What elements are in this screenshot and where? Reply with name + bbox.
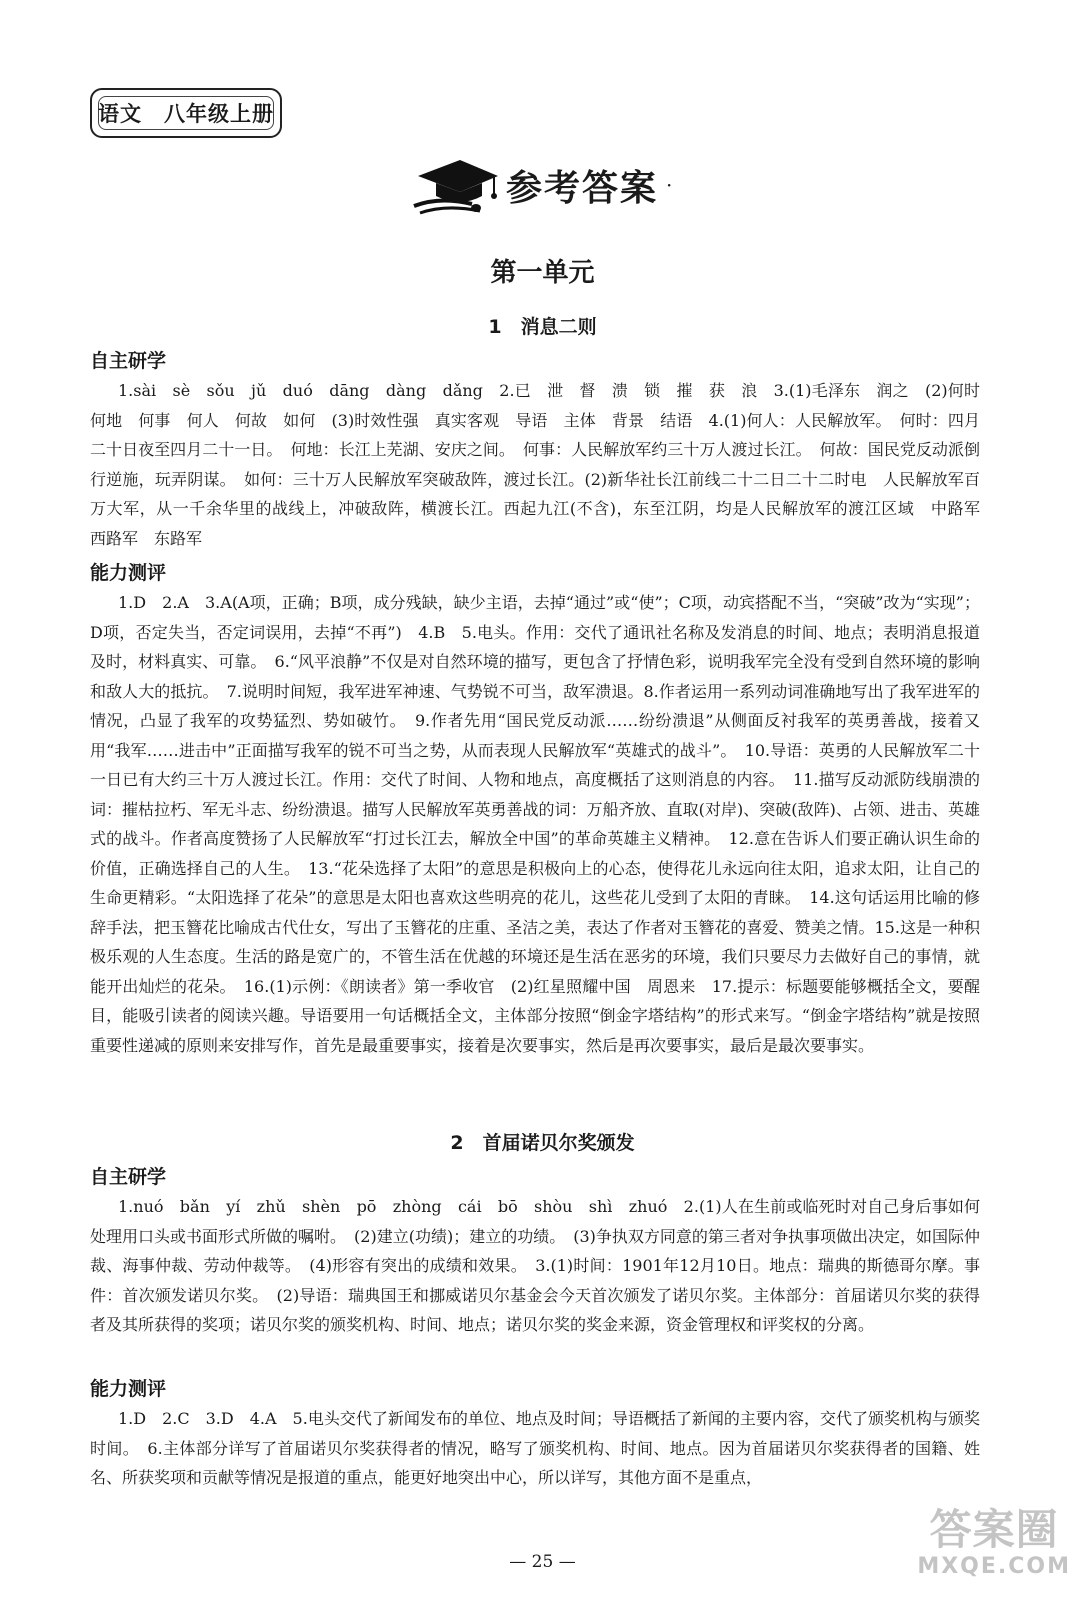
book-badge bbox=[90, 88, 282, 138]
lesson-1-ability-heading: 能力测评 bbox=[90, 562, 167, 584]
watermark-logo: 答案圈 bbox=[929, 1505, 1059, 1554]
lesson-1-self-study-text: 1.sài sè sǒu jǔ duó dāng dàng dǎng 2.已 泄 督 溃 锁 摧 获 浪 3.(1)毛泽东 润之 (2)何时 何地 何事 何人 何故 如何 (3)时效性强 真实客观 导语 主体 背景 结语 4.(1)何人：人民解放军。 何时：四月二十日夜至四月二十一日。 何地：长江上芜湖、安庆之间。 何事：人民解放军约三十万人渡过长江。 何故：国民党反动派倒行逆施，玩弄阴谋。 如何：三十万人民解放军突破敌阵，渡过长江。(2)新华社长江前线二十二日二十二时电 人民解放军百万大军，从一千余华里的战线上，冲破敌阵，横渡长江。西起九江(不含)，东至江阴，均是人民解放军的渡江区域 中路军 西路军 东路军 bbox=[90, 381, 997, 548]
watermark-url: MXQE.COM bbox=[917, 1554, 1071, 1579]
graduation-cap-icon bbox=[410, 150, 502, 220]
title-dot: · bbox=[666, 173, 673, 197]
lesson-2-ability-heading: 能力测评 bbox=[90, 1378, 167, 1400]
lesson-2-self-study-text: 1.nuó bǎn yí zhǔ shèn pō zhòng cái bō shòu shì zhuó 2.(1)人在生前或临死时对自己身后事如何处理用口头或书面形式所做的嘱咐。 (2)建立(功绩)；建立的功绩。 (3)争执双方同意的第三者对争执事项做出决定，如国际仲裁、海事仲裁、劳动仲裁等。 (4)形容有突出的成绩和效果。 3.(1)时间：1901年12月10日。地点：瑞典的斯德哥尔摩。事件：首次颁发诺贝尔奖。 (2)导语：瑞典国王和挪威诺贝尔基金会今天首次颁发了诺贝尔奖。主体部分：首届诺贝尔奖的获得者及其所获得的奖项；诺贝尔奖的颁奖机构、时间、地点；诺贝尔奖的奖金来源，资金管理权和评奖权的分离。 bbox=[90, 1197, 980, 1334]
unit-title: 第一单元 bbox=[490, 258, 595, 288]
badge-text: 语文 八年级上册 bbox=[98, 102, 274, 126]
lesson-2-title: 2 首届诺贝尔奖颁发 bbox=[450, 1132, 635, 1154]
lesson-2-ability-text: 1.D 2.C 3.D 4.A 5.电头交代了新闻发布的单位、地点及时间；导语概括了新闻的主要内容，交代了颁奖机构与颁奖时间。 6.主体部分详写了首届诺贝尔奖获得者的情况，略写了颁奖机构、时间、地点。因为首届诺贝尔奖获得者的国籍、姓名、所获奖项和贡献等情况是报道的重点，能更好地突出中心，所以详写，其他方面不是重点， bbox=[90, 1409, 980, 1487]
lesson-1-title: 1 消息二则 bbox=[488, 316, 597, 338]
title-block bbox=[410, 150, 672, 220]
page-title: 参考答案 bbox=[506, 167, 659, 209]
lesson-1-ability-text: 1.D 2.A 3.A(A项，正确；B项，成分残缺，缺少主语，去掉“通过”或“使”；C项，动宾搭配不当，“突破”改为“实现”；D项，否定失当，否定词误用，去掉“不再”) 4.B 5.电头。作用：交代了通讯社名称及发消息的时间、地点；表明消息报道及时，材料真实、可靠。 6.“风平浪静”不仅是对自然环境的描写，更包含了抒情色彩，说明我军完全没有受到自然环境的影响和敌人大的抵抗。 7.说明时间短，我军进军神速、气势锐不可当，敌军溃退。8.作者运用一系列动词准确地写出了我军进军的情况，凸显了我军的攻势猛烈、势如破竹。 9.作者先用“国民党反动派……纷纷溃退”从侧面反衬我军的英勇善战，接着又用“我军……进击中”正面描写我军的锐不可当之势，从而表现人民解放军“英雄式的战斗”。 10.导语：英勇的人民解放军二十一日已有大约三十万人渡过长江。作用：交代了时间、人物和地点，高度概括了这则消息的内容。 11.描写反动派防线崩溃的词：摧枯拉朽、军无斗志、纷纷溃退。描写人民解放军英勇善战的词：万船齐放、直取(对岸)、突破(敌阵)、占领、进击、英雄式的战斗。作者高度赞扬了人民解放军“打过长江去，解放全中国”的革命英雄主义精神。 12.意在告诉人们要正确认识生命的价值，正确选择自己的人生。 13.“花朵选择了太阳”的意思是积极向上的心态，使得花儿永远向往太阳，追求太阳，让自己的生命更精彩。“太阳选择了花朵”的意思是太阳也喜欢这些明亮的花儿，这些花儿受到了太阳的青睐。 14.这句话运用比喻的修辞手法，把玉簪花比喻成古代仕女，写出了玉簪花的庄重、圣洁之美，表达了作者对玉簪花的喜爱、赞美之情。15.这是一种积极乐观的人生态度。生活的路是宽广的，不管生活在优越的环境还是生活在恶劣的环境，我们只要尽力去做好自己的事情，就能开出灿烂的花朵。 16.(1)示例：《朗读者》第一季收官 (2)红星照耀中国 周恩来 17.提示：标题要能够概括全文，要醒目，能吸引读者的阅读兴趣。导语要用一句话概括全文，主体部分按照“倒金字塔结构”的形式来写。“倒金字塔结构”就是按照重要性递减的原则来安排写作，首先是最重要事实，接着是次要事实，然后是再次要事实，最后是最次要事实。 bbox=[90, 593, 980, 1055]
lesson-1-self-study-heading: 自主研学 bbox=[90, 350, 167, 372]
lesson-2-self-study-heading: 自主研学 bbox=[90, 1166, 167, 1188]
page-number: — 25 — bbox=[509, 1552, 576, 1572]
watermark bbox=[917, 1506, 1071, 1580]
